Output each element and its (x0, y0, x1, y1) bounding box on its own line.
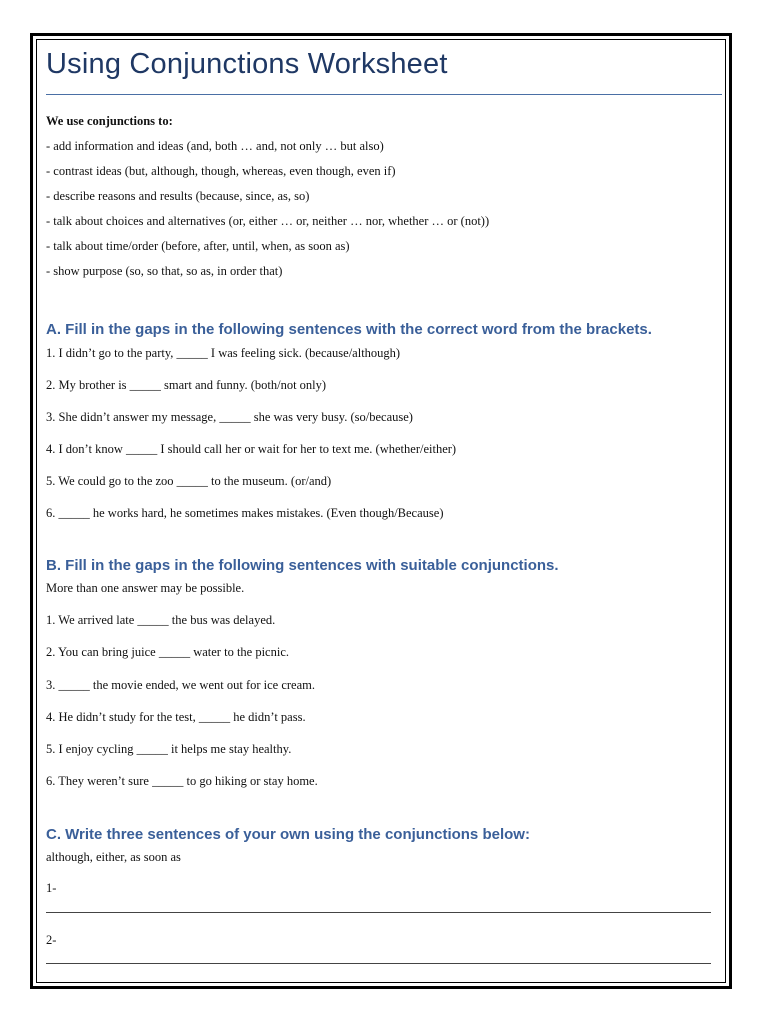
answer-line[interactable] (46, 963, 711, 964)
intro-item: - contrast ideas (but, although, though, whereas, even though, even if) (46, 164, 396, 178)
intro-item: - talk about time/order (before, after, until, when, as soon as) (46, 239, 350, 253)
intro-item: - describe reasons and results (because, since, as, so) (46, 189, 310, 203)
intro-item: - talk about choices and alternatives (or, either … or, neither … nor, whether … or (not)) (46, 214, 490, 228)
section-b-item: 1. We arrived late _____ the bus was delayed. (46, 613, 276, 627)
section-a-item: 1. I didn’t go to the party, _____ I was feeling sick. (because/although) (46, 346, 401, 360)
section-b-note: More than one answer may be possible. (46, 581, 245, 595)
answer-label: 1- (46, 881, 57, 895)
answer-line[interactable] (46, 912, 711, 913)
section-a-item: 2. My brother is _____ smart and funny. (both/not only) (46, 378, 327, 392)
worksheet-title: Using Conjunctions Worksheet (46, 48, 448, 80)
section-a-item: 3. She didn’t answer my message, _____ she was very busy. (so/because) (46, 410, 413, 424)
answer-label: 2- (46, 933, 57, 947)
intro-item: - show purpose (so, so that, so as, in order that) (46, 264, 283, 278)
section-a-item: 5. We could go to the zoo _____ to the museum. (or/and) (46, 474, 332, 488)
title-divider (46, 94, 722, 95)
section-a-heading: A. Fill in the gaps in the following sentences with the correct word from the brackets. (46, 321, 652, 338)
section-b-item: 5. I enjoy cycling _____ it helps me stay healthy. (46, 742, 292, 756)
section-a-item: 6. _____ he works hard, he sometimes makes mistakes. (Even though/Because) (46, 506, 444, 520)
section-c-note: although, either, as soon as (46, 850, 181, 864)
section-c-heading: C. Write three sentences of your own using the conjunctions below: (46, 826, 530, 843)
section-a-item: 4. I don’t know _____ I should call her or wait for her to text me. (whether/either) (46, 442, 457, 456)
section-b-item: 3. _____ the movie ended, we went out for ice cream. (46, 678, 316, 692)
section-b-item: 6. They weren’t sure _____ to go hiking or stay home. (46, 774, 318, 788)
intro-item: - add information and ideas (and, both … and, not only … but also) (46, 139, 384, 153)
section-b-item: 2. You can bring juice _____ water to the picnic. (46, 645, 290, 659)
intro-heading: We use conjunctions to: (46, 114, 173, 128)
section-b-item: 4. He didn’t study for the test, _____ he didn’t pass. (46, 710, 306, 724)
section-b-heading: B. Fill in the gaps in the following sentences with suitable conjunctions. (46, 557, 559, 574)
